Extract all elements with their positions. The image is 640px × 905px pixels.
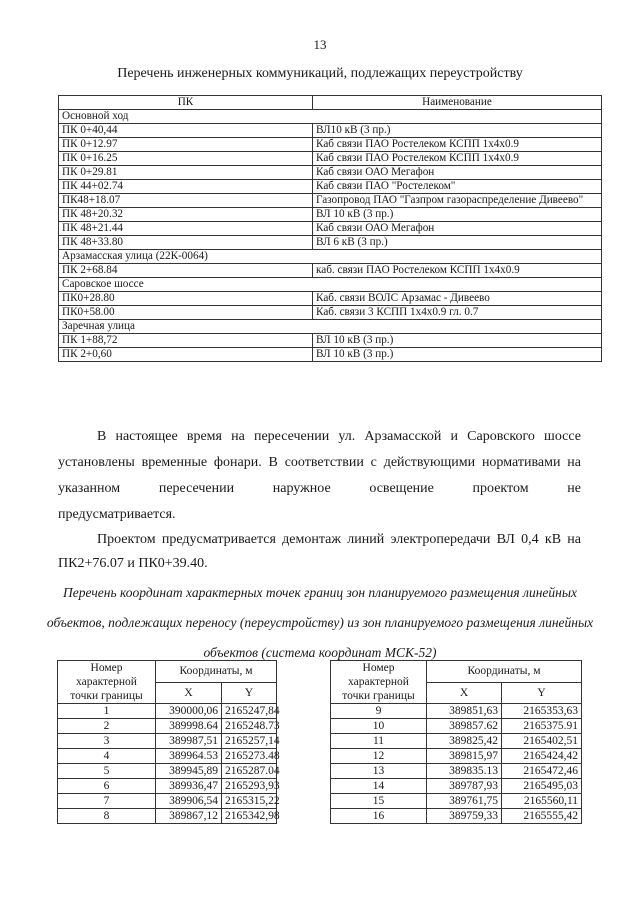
x-cell: 389998.64 (156, 719, 222, 734)
y-cell: 2165402,51 (502, 734, 582, 749)
name-cell: Каб связи ПАО Ростелеком КСПП 1х4х0.9 (313, 152, 602, 166)
y-cell: 2165247,84 (222, 704, 277, 719)
y-cell: 2165555,42 (502, 809, 582, 824)
y-cell: 2165375.91 (502, 719, 582, 734)
table-row (331, 734, 582, 749)
point-number-cell: 13 (331, 764, 427, 779)
header-y: Y (222, 682, 277, 704)
pk-cell: ПК 48+33.80 (59, 236, 313, 250)
pk-cell: ПК48+18.07 (59, 194, 313, 208)
x-cell: 389906,54 (156, 794, 222, 809)
table-row (59, 292, 602, 306)
name-cell: Каб. связи ВОЛС Арзамас - Дивеево (313, 292, 602, 306)
y-cell: 2165273.48 (222, 749, 277, 764)
point-number-cell: 5 (58, 764, 156, 779)
table-row (59, 348, 602, 362)
table-row (58, 779, 277, 794)
table-row (59, 334, 602, 348)
name-cell: Газопровод ПАО "Газпром газораспределение Дивеево" (313, 194, 602, 208)
point-number-cell: 11 (331, 734, 427, 749)
pk-cell: ПК 44+02.74 (59, 180, 313, 194)
x-cell: 389945,89 (156, 764, 222, 779)
table-row (58, 734, 277, 749)
table-row (331, 809, 582, 824)
pk-cell: ПК 0+29.81 (59, 166, 313, 180)
coordinates-table-left (57, 660, 280, 824)
y-cell: 2165257,14 (222, 734, 277, 749)
y-cell: 2165353,63 (502, 704, 582, 719)
table-row (59, 138, 602, 152)
point-number-cell: 3 (58, 734, 156, 749)
communications-list-title: Перечень инженерных коммуникаций, подлежащих переустройству (117, 66, 523, 81)
section-row (59, 320, 602, 334)
pk-cell: ПК 1+88,72 (59, 334, 313, 348)
pk-cell: ПК 48+21.44 (59, 222, 313, 236)
pk-cell: ПК0+58.00 (59, 306, 313, 320)
point-number-cell: 10 (331, 719, 427, 734)
pk-cell: ПК 0+12.97 (59, 138, 313, 152)
y-cell: 2165472,46 (502, 764, 582, 779)
point-number-cell: 2 (58, 719, 156, 734)
y-cell: 2165342,98 (222, 809, 277, 824)
table-row (58, 704, 277, 719)
table-row (58, 719, 277, 734)
paragraph-dismantling: Проектом предусматривается демонтаж линий электропередачи ВЛ 0,4 кВ на ПК2+76.07 и ПК0+39.40. (58, 532, 581, 571)
table-row (331, 719, 582, 734)
point-number-cell: 8 (58, 809, 156, 824)
table-row (58, 794, 277, 809)
section-title: Арзамасская улица (22К-0064) (59, 250, 602, 264)
pk-cell: ПК 0+16.25 (59, 152, 313, 166)
table-row (59, 124, 602, 138)
table-row (58, 809, 277, 824)
name-cell: ВЛ10 кВ (3 пр.) (313, 124, 602, 138)
section-row (59, 250, 602, 264)
y-cell: 2165248.73 (222, 719, 277, 734)
pk-cell: ПК 48+20.32 (59, 208, 313, 222)
name-cell: Каб. связи 3 КСПП 1х4х0.9 гл. 0.7 (313, 306, 602, 320)
name-cell: ВЛ 10 кВ (3 пр.) (313, 334, 602, 348)
point-number-cell: 14 (331, 779, 427, 794)
point-number-cell: 9 (331, 704, 427, 719)
y-cell: 2165495,03 (502, 779, 582, 794)
paragraph-lighting (58, 424, 581, 528)
name-cell: Каб связи ПАО Ростелеком КСПП 1х4х0.9 (313, 138, 602, 152)
pk-cell: ПК 0+40,44 (59, 124, 313, 138)
pk-cell: ПК 2+68.84 (59, 264, 313, 278)
header-y: Y (502, 682, 582, 704)
table-row (59, 222, 602, 236)
point-number-cell: 6 (58, 779, 156, 794)
header-pk: ПК (59, 96, 313, 110)
table-row (58, 749, 277, 764)
header-x: X (156, 682, 222, 704)
point-number-cell: 15 (331, 794, 427, 809)
x-cell: 389759,33 (427, 809, 502, 824)
point-number-cell: 1 (58, 704, 156, 719)
x-cell: 389936,47 (156, 779, 222, 794)
x-cell: 390000,06 (156, 704, 222, 719)
table-row (59, 194, 602, 208)
name-cell: Каб связи ОАО Мегафон (313, 166, 602, 180)
table-row (59, 166, 602, 180)
table-row (59, 152, 602, 166)
name-cell: ВЛ 10 кВ (3 пр.) (313, 208, 602, 222)
paragraph-lighting-end: предусматривается. (58, 507, 176, 522)
x-cell: 389761,75 (427, 794, 502, 809)
coordinates-caption: Перечень координат характерных точек границ зон планируемого размещения линейных объектов, подлежащих переносу (переустройству) из зон планируемого размещения линейных объектов (система координат МСК-52) (46, 585, 594, 660)
name-cell: Каб связи ПАО "Ростелеком" (313, 180, 602, 194)
y-cell: 2165315,22 (222, 794, 277, 809)
table-row (59, 180, 602, 194)
coordinates-table-right (330, 660, 582, 824)
y-cell: 2165424,42 (502, 749, 582, 764)
x-cell: 389867,12 (156, 809, 222, 824)
communications-table-header (59, 96, 602, 110)
x-cell: 389825,42 (427, 734, 502, 749)
table-row (59, 306, 602, 320)
page-number: 13 (313, 37, 327, 52)
x-cell: 389964.53 (156, 749, 222, 764)
pk-cell: ПК0+28.80 (59, 292, 313, 306)
paragraph-lighting-main: В настоящее время на пересечении ул. Арзамасской и Саровского шоссе установлены временные фонари. В соответствии с действующими нормативами на указанном пересечении наружное освещение проектом не (58, 429, 581, 496)
section-title: Саровское шоссе (59, 278, 602, 292)
x-cell: 389787,93 (427, 779, 502, 794)
x-cell: 389857.62 (427, 719, 502, 734)
header-coordinates: Координаты, м (427, 661, 582, 683)
table-row (331, 764, 582, 779)
table-row (331, 794, 582, 809)
pk-cell: ПК 2+0,60 (59, 348, 313, 362)
table-row (331, 749, 582, 764)
point-number-cell: 4 (58, 749, 156, 764)
name-cell: каб. связи ПАО Ростелеком КСПП 1х4х0.9 (313, 264, 602, 278)
table-row (331, 779, 582, 794)
x-cell: 389987,51 (156, 734, 222, 749)
table-row (58, 764, 277, 779)
table-row (59, 264, 602, 278)
y-cell: 2165287.04 (222, 764, 277, 779)
header-coordinates: Координаты, м (156, 661, 277, 683)
header-name: Наименование (313, 96, 602, 110)
header-point-number: Номер характерной точки границы (58, 661, 156, 704)
y-cell: 2165560,11 (502, 794, 582, 809)
x-cell: 389815,97 (427, 749, 502, 764)
x-cell: 389851,63 (427, 704, 502, 719)
name-cell: ВЛ 10 кВ (3 пр.) (313, 348, 602, 362)
x-cell: 389835.13 (427, 764, 502, 779)
point-number-cell: 7 (58, 794, 156, 809)
section-row (59, 278, 602, 292)
header-x: X (427, 682, 502, 704)
name-cell: ВЛ 6 кВ (3 пр.) (313, 236, 602, 250)
section-row (59, 110, 602, 124)
section-title: Основной ход (59, 110, 602, 124)
y-cell: 2165293,93 (222, 779, 277, 794)
table-row (331, 704, 582, 719)
section-title: Заречная улица (59, 320, 602, 334)
table-row (59, 208, 602, 222)
header-point-number: Номер характерной точки границы (331, 661, 427, 704)
point-number-cell: 12 (331, 749, 427, 764)
point-number-cell: 16 (331, 809, 427, 824)
name-cell: Каб связи ОАО Мегафон (313, 222, 602, 236)
communications-table (58, 95, 602, 362)
table-row (59, 236, 602, 250)
